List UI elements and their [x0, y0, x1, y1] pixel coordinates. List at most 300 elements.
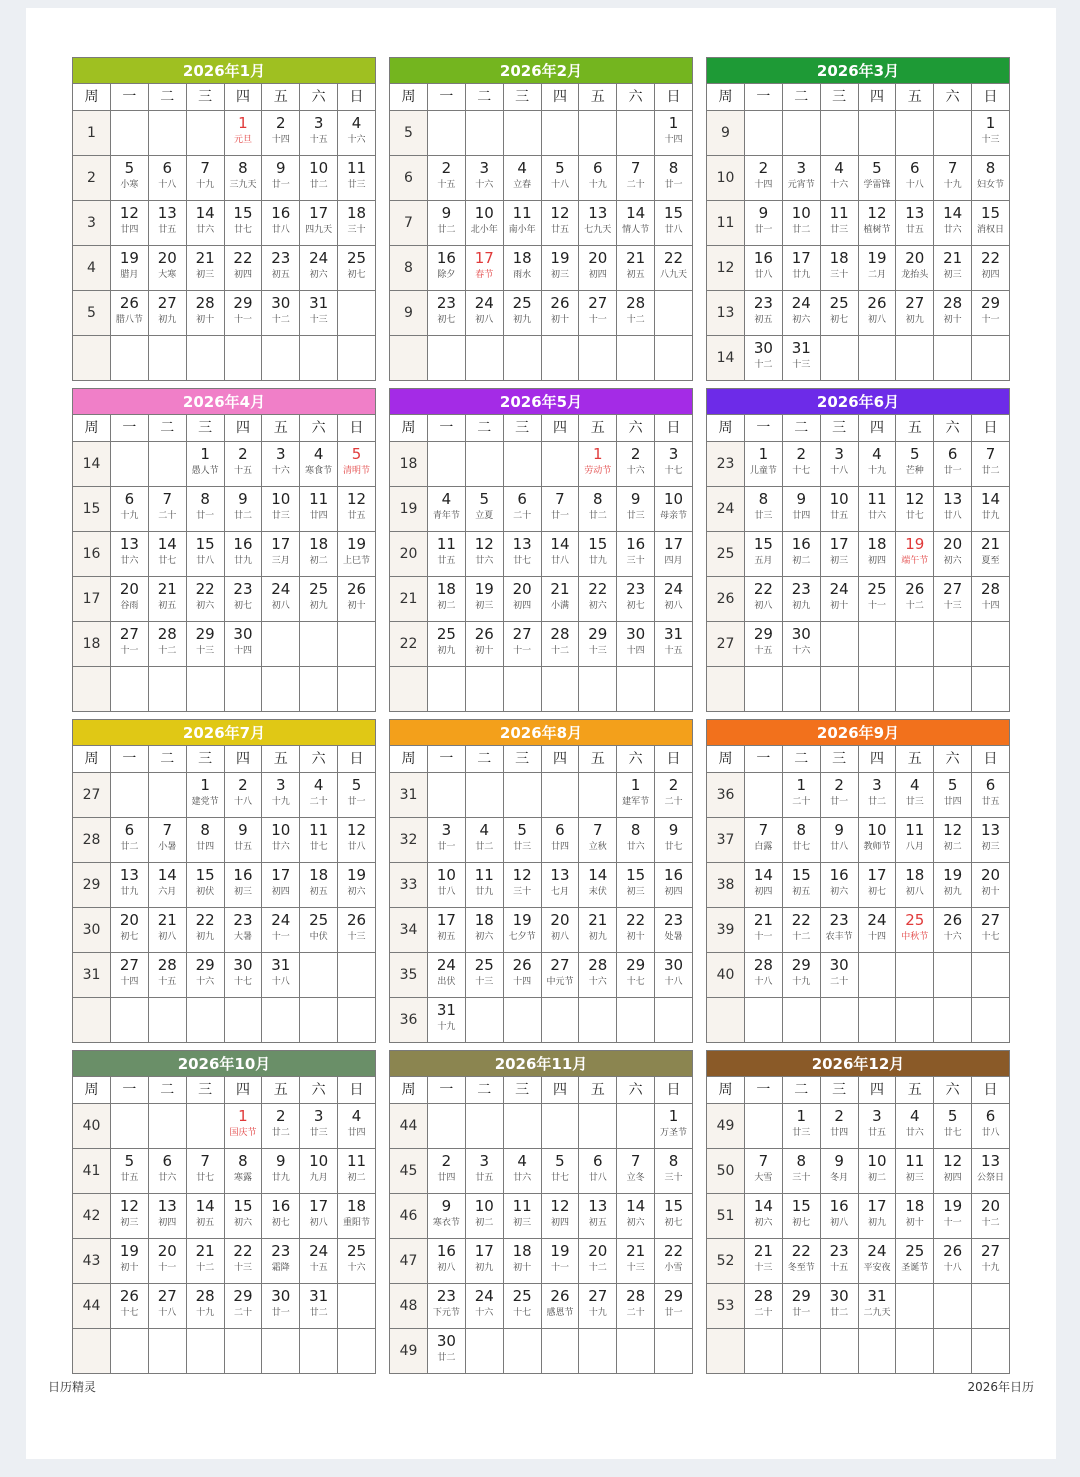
day-cell[interactable] [186, 622, 224, 667]
day-cell[interactable] [782, 1194, 820, 1239]
day-cell[interactable] [503, 532, 541, 577]
day-cell[interactable] [820, 1149, 858, 1194]
day-cell[interactable] [186, 246, 224, 291]
day-cell[interactable] [745, 201, 783, 246]
day-cell[interactable] [745, 622, 783, 667]
day-cell[interactable] [820, 442, 858, 487]
day-cell[interactable] [111, 622, 149, 667]
day-cell[interactable] [541, 953, 579, 998]
day-cell[interactable] [655, 1149, 693, 1194]
day-cell[interactable] [896, 1149, 934, 1194]
day-cell[interactable] [858, 818, 896, 863]
day-cell[interactable] [224, 291, 262, 336]
day-cell[interactable] [934, 818, 972, 863]
day-cell[interactable] [465, 622, 503, 667]
day-cell[interactable] [655, 201, 693, 246]
day-cell[interactable] [655, 1284, 693, 1329]
day-cell[interactable] [782, 442, 820, 487]
day-cell[interactable] [820, 577, 858, 622]
day-cell[interactable] [972, 246, 1010, 291]
day-cell[interactable] [745, 908, 783, 953]
day-cell[interactable] [579, 863, 617, 908]
day-cell[interactable] [338, 1239, 376, 1284]
day-cell[interactable] [896, 156, 934, 201]
day-cell[interactable] [858, 156, 896, 201]
day-cell[interactable] [186, 1149, 224, 1194]
day-cell[interactable] [465, 1149, 503, 1194]
day-cell[interactable] [579, 156, 617, 201]
day-cell[interactable] [896, 908, 934, 953]
day-cell[interactable] [262, 291, 300, 336]
day-cell[interactable] [745, 1149, 783, 1194]
day-cell[interactable] [465, 953, 503, 998]
day-cell[interactable] [579, 1239, 617, 1284]
day-cell[interactable] [148, 156, 186, 201]
day-cell[interactable] [745, 336, 783, 381]
day-cell[interactable] [428, 998, 466, 1043]
day-cell[interactable] [428, 577, 466, 622]
day-cell[interactable] [782, 622, 820, 667]
day-cell[interactable] [820, 487, 858, 532]
day-cell[interactable] [224, 577, 262, 622]
day-cell[interactable] [745, 1194, 783, 1239]
day-cell[interactable] [300, 577, 338, 622]
day-cell[interactable] [655, 156, 693, 201]
day-cell[interactable] [934, 291, 972, 336]
day-cell[interactable] [338, 1149, 376, 1194]
day-cell[interactable] [428, 1149, 466, 1194]
day-cell[interactable] [262, 442, 300, 487]
day-cell[interactable] [541, 291, 579, 336]
day-cell[interactable] [617, 1194, 655, 1239]
day-cell[interactable] [858, 291, 896, 336]
day-cell[interactable] [300, 773, 338, 818]
day-cell[interactable] [896, 1194, 934, 1239]
day-cell[interactable] [655, 111, 693, 156]
day-cell[interactable] [617, 577, 655, 622]
day-cell[interactable] [338, 156, 376, 201]
day-cell[interactable] [896, 818, 934, 863]
day-cell[interactable] [465, 1239, 503, 1284]
day-cell[interactable] [148, 487, 186, 532]
day-cell[interactable] [224, 532, 262, 577]
day-cell[interactable] [858, 908, 896, 953]
day-cell[interactable] [655, 1239, 693, 1284]
day-cell[interactable] [782, 291, 820, 336]
day-cell[interactable] [782, 487, 820, 532]
day-cell[interactable] [745, 156, 783, 201]
day-cell[interactable] [503, 201, 541, 246]
day-cell[interactable] [148, 201, 186, 246]
day-cell[interactable] [338, 908, 376, 953]
day-cell[interactable] [541, 246, 579, 291]
day-cell[interactable] [300, 246, 338, 291]
day-cell[interactable] [579, 1284, 617, 1329]
day-cell[interactable] [503, 1239, 541, 1284]
day-cell[interactable] [782, 156, 820, 201]
day-cell[interactable] [186, 1239, 224, 1284]
day-cell[interactable] [617, 773, 655, 818]
day-cell[interactable] [262, 863, 300, 908]
day-cell[interactable] [148, 1194, 186, 1239]
day-cell[interactable] [972, 1149, 1010, 1194]
day-cell[interactable] [148, 1149, 186, 1194]
day-cell[interactable] [617, 1284, 655, 1329]
day-cell[interactable] [896, 291, 934, 336]
day-cell[interactable] [428, 953, 466, 998]
day-cell[interactable] [148, 577, 186, 622]
day-cell[interactable] [148, 246, 186, 291]
day-cell[interactable] [541, 622, 579, 667]
day-cell[interactable] [617, 532, 655, 577]
day-cell[interactable] [579, 532, 617, 577]
day-cell[interactable] [224, 1149, 262, 1194]
day-cell[interactable] [262, 1284, 300, 1329]
day-cell[interactable] [745, 1239, 783, 1284]
day-cell[interactable] [338, 773, 376, 818]
day-cell[interactable] [224, 818, 262, 863]
day-cell[interactable] [300, 532, 338, 577]
day-cell[interactable] [503, 818, 541, 863]
day-cell[interactable] [465, 487, 503, 532]
day-cell[interactable] [782, 818, 820, 863]
day-cell[interactable] [300, 1104, 338, 1149]
day-cell[interactable] [820, 953, 858, 998]
day-cell[interactable] [186, 442, 224, 487]
day-cell[interactable] [300, 1284, 338, 1329]
day-cell[interactable] [186, 1194, 224, 1239]
day-cell[interactable] [186, 863, 224, 908]
day-cell[interactable] [896, 201, 934, 246]
day-cell[interactable] [186, 487, 224, 532]
day-cell[interactable] [262, 487, 300, 532]
day-cell[interactable] [655, 622, 693, 667]
day-cell[interactable] [186, 577, 224, 622]
day-cell[interactable] [934, 532, 972, 577]
day-cell[interactable] [820, 532, 858, 577]
day-cell[interactable] [503, 1284, 541, 1329]
day-cell[interactable] [745, 953, 783, 998]
day-cell[interactable] [503, 156, 541, 201]
day-cell[interactable] [655, 818, 693, 863]
day-cell[interactable] [465, 156, 503, 201]
day-cell[interactable] [224, 246, 262, 291]
day-cell[interactable] [858, 246, 896, 291]
day-cell[interactable] [782, 1239, 820, 1284]
day-cell[interactable] [148, 863, 186, 908]
day-cell[interactable] [820, 773, 858, 818]
day-cell[interactable] [262, 1194, 300, 1239]
day-cell[interactable] [262, 1104, 300, 1149]
day-cell[interactable] [934, 1104, 972, 1149]
day-cell[interactable] [972, 1194, 1010, 1239]
day-cell[interactable] [262, 773, 300, 818]
day-cell[interactable] [541, 201, 579, 246]
day-cell[interactable] [111, 532, 149, 577]
day-cell[interactable] [186, 953, 224, 998]
day-cell[interactable] [655, 863, 693, 908]
day-cell[interactable] [579, 908, 617, 953]
day-cell[interactable] [820, 1239, 858, 1284]
day-cell[interactable] [896, 246, 934, 291]
day-cell[interactable] [300, 111, 338, 156]
day-cell[interactable] [858, 487, 896, 532]
day-cell[interactable] [300, 291, 338, 336]
day-cell[interactable] [503, 291, 541, 336]
day-cell[interactable] [858, 1104, 896, 1149]
day-cell[interactable] [972, 773, 1010, 818]
day-cell[interactable] [262, 111, 300, 156]
day-cell[interactable] [541, 1149, 579, 1194]
day-cell[interactable] [503, 1194, 541, 1239]
day-cell[interactable] [262, 201, 300, 246]
day-cell[interactable] [300, 1239, 338, 1284]
day-cell[interactable] [111, 953, 149, 998]
day-cell[interactable] [972, 818, 1010, 863]
day-cell[interactable] [782, 336, 820, 381]
day-cell[interactable] [782, 201, 820, 246]
day-cell[interactable] [934, 487, 972, 532]
day-cell[interactable] [972, 1104, 1010, 1149]
day-cell[interactable] [503, 908, 541, 953]
day-cell[interactable] [541, 1194, 579, 1239]
day-cell[interactable] [934, 1194, 972, 1239]
day-cell[interactable] [224, 622, 262, 667]
day-cell[interactable] [300, 1149, 338, 1194]
day-cell[interactable] [934, 1239, 972, 1284]
day-cell[interactable] [858, 863, 896, 908]
day-cell[interactable] [428, 156, 466, 201]
day-cell[interactable] [503, 487, 541, 532]
day-cell[interactable] [896, 532, 934, 577]
day-cell[interactable] [186, 291, 224, 336]
day-cell[interactable] [262, 818, 300, 863]
day-cell[interactable] [186, 773, 224, 818]
day-cell[interactable] [148, 291, 186, 336]
day-cell[interactable] [972, 577, 1010, 622]
day-cell[interactable] [579, 246, 617, 291]
day-cell[interactable] [428, 1239, 466, 1284]
day-cell[interactable] [428, 291, 466, 336]
day-cell[interactable] [503, 246, 541, 291]
day-cell[interactable] [262, 577, 300, 622]
day-cell[interactable] [503, 863, 541, 908]
day-cell[interactable] [338, 1104, 376, 1149]
day-cell[interactable] [428, 818, 466, 863]
day-cell[interactable] [745, 487, 783, 532]
day-cell[interactable] [338, 246, 376, 291]
day-cell[interactable] [782, 863, 820, 908]
day-cell[interactable] [224, 1194, 262, 1239]
day-cell[interactable] [428, 622, 466, 667]
day-cell[interactable] [503, 953, 541, 998]
day-cell[interactable] [972, 442, 1010, 487]
day-cell[interactable] [934, 773, 972, 818]
day-cell[interactable] [111, 1194, 149, 1239]
day-cell[interactable] [224, 1239, 262, 1284]
day-cell[interactable] [428, 246, 466, 291]
day-cell[interactable] [617, 953, 655, 998]
day-cell[interactable] [111, 863, 149, 908]
day-cell[interactable] [745, 442, 783, 487]
day-cell[interactable] [820, 863, 858, 908]
day-cell[interactable] [262, 156, 300, 201]
day-cell[interactable] [896, 773, 934, 818]
day-cell[interactable] [896, 442, 934, 487]
day-cell[interactable] [579, 818, 617, 863]
day-cell[interactable] [465, 863, 503, 908]
day-cell[interactable] [224, 863, 262, 908]
day-cell[interactable] [782, 1284, 820, 1329]
day-cell[interactable] [300, 908, 338, 953]
day-cell[interactable] [148, 1239, 186, 1284]
day-cell[interactable] [579, 291, 617, 336]
day-cell[interactable] [745, 818, 783, 863]
day-cell[interactable] [655, 487, 693, 532]
day-cell[interactable] [858, 773, 896, 818]
day-cell[interactable] [934, 908, 972, 953]
day-cell[interactable] [262, 953, 300, 998]
day-cell[interactable] [224, 156, 262, 201]
day-cell[interactable] [224, 487, 262, 532]
day-cell[interactable] [541, 1284, 579, 1329]
day-cell[interactable] [111, 156, 149, 201]
day-cell[interactable] [224, 908, 262, 953]
day-cell[interactable] [186, 1284, 224, 1329]
day-cell[interactable] [224, 111, 262, 156]
day-cell[interactable] [934, 577, 972, 622]
day-cell[interactable] [300, 818, 338, 863]
day-cell[interactable] [617, 818, 655, 863]
day-cell[interactable] [579, 1194, 617, 1239]
day-cell[interactable] [148, 953, 186, 998]
day-cell[interactable] [579, 201, 617, 246]
day-cell[interactable] [858, 1194, 896, 1239]
day-cell[interactable] [972, 1239, 1010, 1284]
day-cell[interactable] [541, 908, 579, 953]
day-cell[interactable] [972, 111, 1010, 156]
day-cell[interactable] [858, 1149, 896, 1194]
day-cell[interactable] [111, 291, 149, 336]
day-cell[interactable] [579, 622, 617, 667]
day-cell[interactable] [111, 246, 149, 291]
day-cell[interactable] [617, 622, 655, 667]
day-cell[interactable] [428, 1329, 466, 1374]
day-cell[interactable] [428, 532, 466, 577]
day-cell[interactable] [503, 622, 541, 667]
day-cell[interactable] [224, 442, 262, 487]
day-cell[interactable] [111, 818, 149, 863]
day-cell[interactable] [655, 1104, 693, 1149]
day-cell[interactable] [338, 577, 376, 622]
day-cell[interactable] [934, 201, 972, 246]
day-cell[interactable] [934, 246, 972, 291]
day-cell[interactable] [224, 1284, 262, 1329]
day-cell[interactable] [820, 818, 858, 863]
day-cell[interactable] [186, 156, 224, 201]
day-cell[interactable] [617, 908, 655, 953]
day-cell[interactable] [617, 863, 655, 908]
day-cell[interactable] [503, 1149, 541, 1194]
day-cell[interactable] [111, 487, 149, 532]
day-cell[interactable] [972, 156, 1010, 201]
day-cell[interactable] [782, 908, 820, 953]
day-cell[interactable] [111, 908, 149, 953]
day-cell[interactable] [820, 908, 858, 953]
day-cell[interactable] [782, 1104, 820, 1149]
day-cell[interactable] [148, 908, 186, 953]
day-cell[interactable] [617, 442, 655, 487]
day-cell[interactable] [428, 1194, 466, 1239]
day-cell[interactable] [896, 577, 934, 622]
day-cell[interactable] [617, 1239, 655, 1284]
day-cell[interactable] [579, 442, 617, 487]
day-cell[interactable] [972, 487, 1010, 532]
day-cell[interactable] [186, 818, 224, 863]
day-cell[interactable] [782, 953, 820, 998]
day-cell[interactable] [262, 1239, 300, 1284]
day-cell[interactable] [858, 1239, 896, 1284]
day-cell[interactable] [745, 1284, 783, 1329]
day-cell[interactable] [224, 1104, 262, 1149]
day-cell[interactable] [782, 1149, 820, 1194]
day-cell[interactable] [465, 1194, 503, 1239]
day-cell[interactable] [465, 201, 503, 246]
day-cell[interactable] [338, 111, 376, 156]
day-cell[interactable] [579, 577, 617, 622]
day-cell[interactable] [541, 487, 579, 532]
day-cell[interactable] [858, 577, 896, 622]
day-cell[interactable] [186, 908, 224, 953]
day-cell[interactable] [541, 1239, 579, 1284]
day-cell[interactable] [338, 532, 376, 577]
day-cell[interactable] [782, 577, 820, 622]
day-cell[interactable] [820, 1104, 858, 1149]
day-cell[interactable] [262, 908, 300, 953]
day-cell[interactable] [820, 1194, 858, 1239]
day-cell[interactable] [820, 291, 858, 336]
day-cell[interactable] [111, 1149, 149, 1194]
day-cell[interactable] [655, 773, 693, 818]
day-cell[interactable] [745, 532, 783, 577]
day-cell[interactable] [579, 487, 617, 532]
day-cell[interactable] [541, 577, 579, 622]
day-cell[interactable] [428, 1284, 466, 1329]
day-cell[interactable] [934, 1149, 972, 1194]
day-cell[interactable] [148, 622, 186, 667]
day-cell[interactable] [782, 246, 820, 291]
day-cell[interactable] [465, 246, 503, 291]
day-cell[interactable] [300, 156, 338, 201]
day-cell[interactable] [428, 487, 466, 532]
day-cell[interactable] [972, 532, 1010, 577]
day-cell[interactable] [896, 487, 934, 532]
day-cell[interactable] [338, 442, 376, 487]
day-cell[interactable] [655, 442, 693, 487]
day-cell[interactable] [465, 908, 503, 953]
day-cell[interactable] [896, 1239, 934, 1284]
day-cell[interactable] [745, 863, 783, 908]
day-cell[interactable] [972, 201, 1010, 246]
day-cell[interactable] [300, 1194, 338, 1239]
day-cell[interactable] [186, 532, 224, 577]
day-cell[interactable] [428, 201, 466, 246]
day-cell[interactable] [934, 863, 972, 908]
day-cell[interactable] [934, 156, 972, 201]
day-cell[interactable] [300, 201, 338, 246]
day-cell[interactable] [111, 1284, 149, 1329]
day-cell[interactable] [428, 863, 466, 908]
